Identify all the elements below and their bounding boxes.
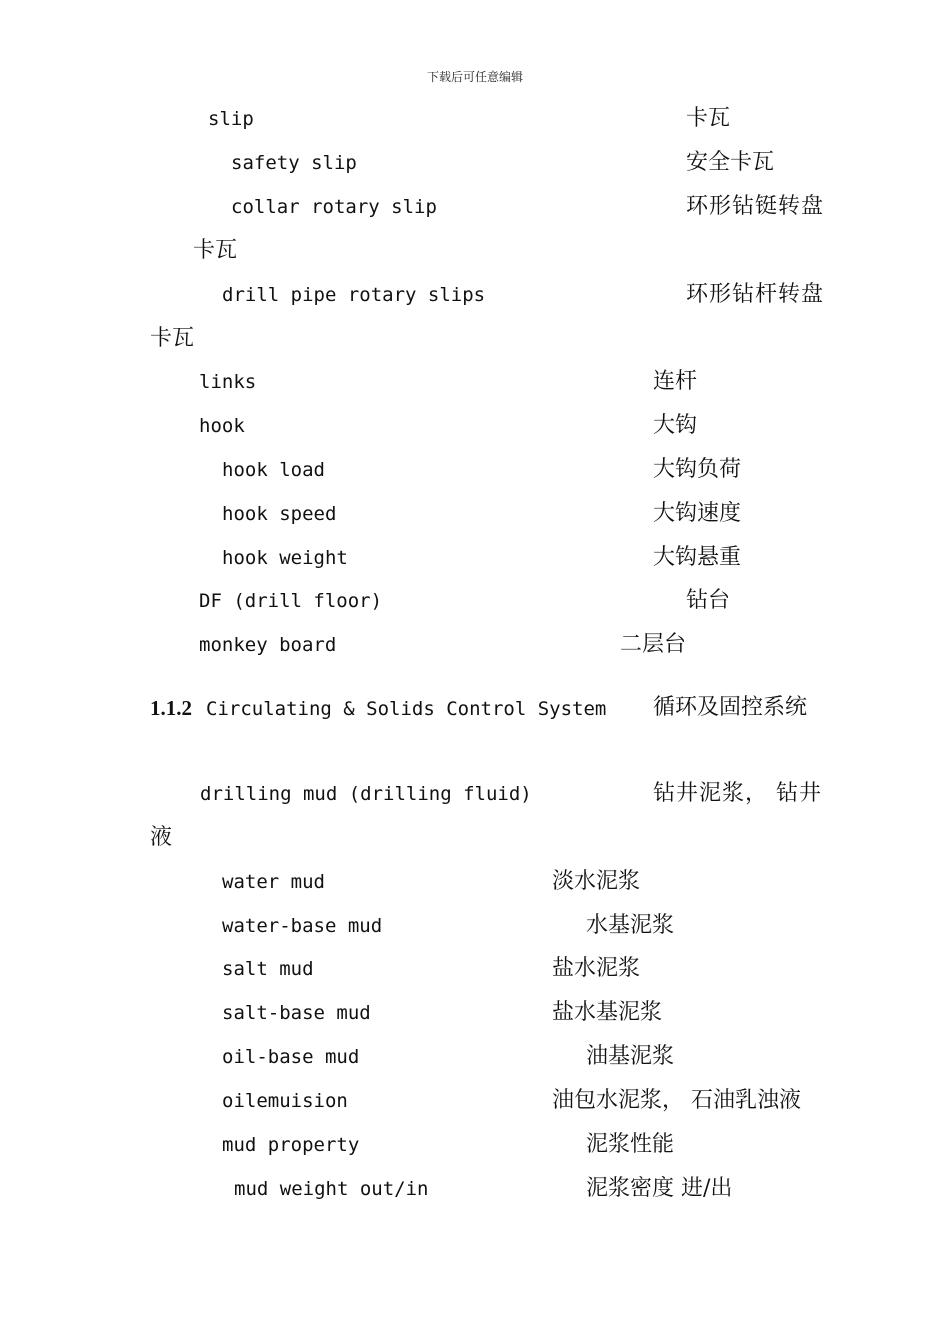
section-title-zh: 循环及固控系统 — [653, 695, 808, 720]
term-en: collar rotary slip — [231, 196, 437, 218]
term-zh: 泥浆密度 进/出 — [586, 1176, 733, 1201]
term-en: monkey board — [199, 634, 337, 656]
term-en: links — [199, 371, 257, 393]
section-number: 1.1.2 — [150, 696, 192, 720]
term-zh: 钻台 — [686, 588, 731, 613]
term-en: salt-base mud — [222, 1002, 371, 1024]
term-en: mud weight out/in — [234, 1178, 429, 1200]
term-en: drilling mud (drilling fluid) — [200, 783, 532, 805]
term-zh: 环形钻铤转盘 — [686, 194, 825, 219]
term-zh: 环形钻杆转盘 — [686, 282, 825, 307]
term-zh: 盐水基泥浆 — [552, 1000, 663, 1025]
term-en: hook — [199, 415, 245, 437]
term-en: safety slip — [231, 152, 357, 174]
term-zh-continuation: 卡瓦 — [193, 238, 238, 263]
term-zh: 安全卡瓦 — [686, 150, 775, 175]
term-zh: 大钩负荷 — [653, 457, 742, 482]
section-title: Circulating & Solids Control System — [206, 698, 607, 720]
term-zh: 卡瓦 — [686, 106, 731, 131]
term-zh: 泥浆性能 — [586, 1132, 675, 1157]
term-zh: 钻井泥浆， 钻井 — [653, 781, 822, 806]
term-zh: 盐水泥浆 — [552, 956, 641, 981]
section-heading — [150, 694, 606, 725]
term-zh-continuation: 液 — [150, 825, 173, 850]
term-en: slip — [208, 108, 254, 130]
term-zh: 大钩速度 — [653, 501, 742, 526]
term-en: oilemuision — [222, 1090, 348, 1112]
term-en: hook load — [222, 459, 325, 481]
term-zh-continuation: 卡瓦 — [150, 326, 195, 351]
term-zh: 大钩 — [653, 413, 698, 438]
term-en: oil-base mud — [222, 1046, 360, 1068]
term-en: hook weight — [222, 547, 348, 569]
term-en: hook speed — [222, 503, 337, 525]
term-zh: 二层台 — [620, 632, 687, 657]
term-en: water mud — [222, 871, 325, 893]
term-en: drill pipe rotary slips — [222, 284, 486, 306]
term-zh: 淡水泥浆 — [552, 869, 641, 894]
term-zh: 大钩悬重 — [653, 545, 742, 570]
term-zh: 油基泥浆 — [586, 1044, 675, 1069]
term-en: salt mud — [222, 958, 314, 980]
term-zh: 油包水泥浆， 石油乳浊液 — [552, 1088, 801, 1113]
term-zh: 水基泥浆 — [586, 913, 675, 938]
term-en: mud property — [222, 1134, 360, 1156]
term-en: water-base mud — [222, 915, 383, 937]
term-zh: 连杆 — [653, 369, 698, 394]
page-header: 下载后可任意编辑 — [426, 70, 523, 84]
term-en: DF (drill floor) — [199, 590, 383, 612]
